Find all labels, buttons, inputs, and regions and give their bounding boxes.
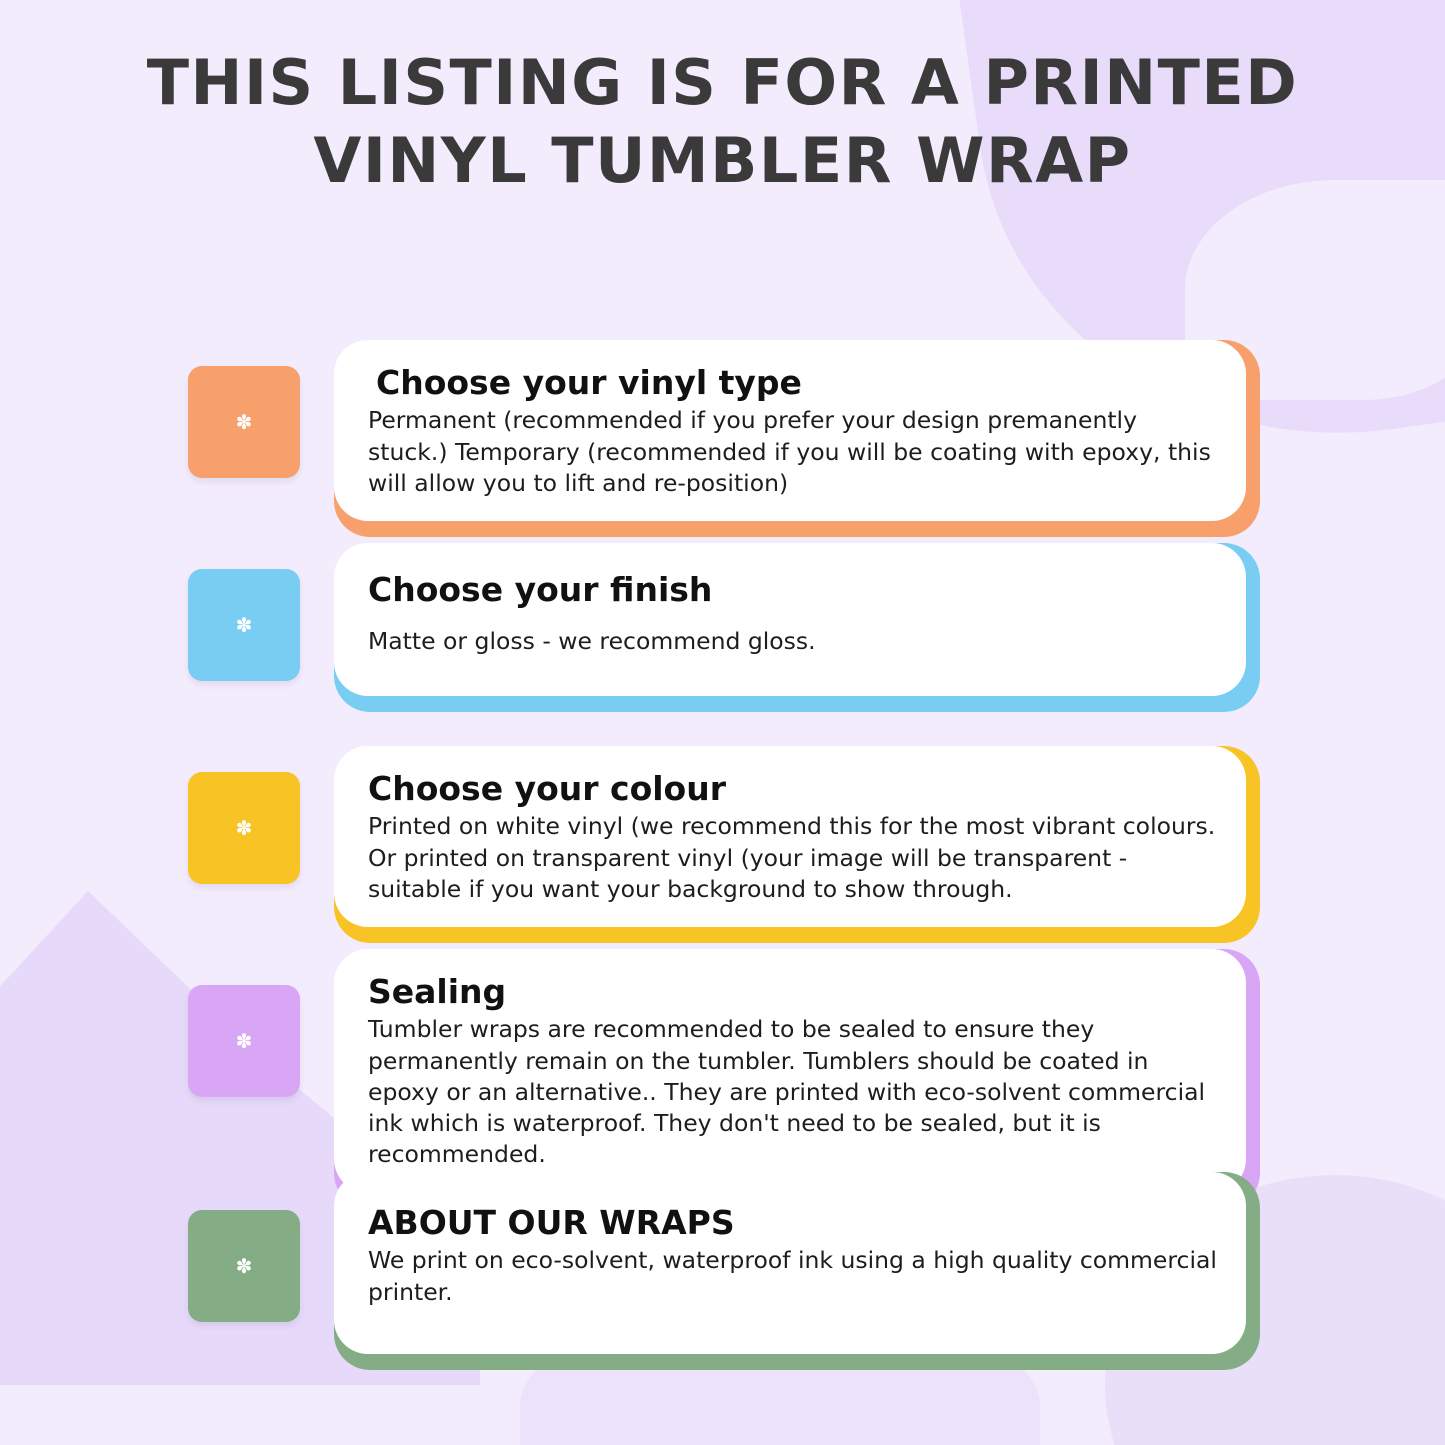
- section-body-sealing: Tumbler wraps are recommended to be sealed to ensure they permanently remain on the tumbler. Tumblers should be coated in epoxy or an alternative.. They are printed with eco-solvent commercial ink which is waterproof. They don't need to be sealed, but it is recommended.: [368, 1015, 1206, 1169]
- section-marker-sealing: [188, 985, 300, 1097]
- section-marker-vinyl-type: [188, 366, 300, 478]
- asterisk-icon: ✽: [235, 613, 253, 637]
- section-card-frame-about-our-wraps: [334, 1172, 1260, 1370]
- section-body-finish: Matte or gloss - we recommend gloss.: [368, 627, 816, 656]
- section-card-frame-colour: [334, 746, 1260, 943]
- section-title-vinyl-type: Choose your vinyl type: [376, 363, 802, 402]
- section-card-sealing: [334, 949, 1246, 1193]
- section-title-colour: Choose your colour: [368, 769, 726, 808]
- section-card-about-our-wraps: [334, 1172, 1246, 1354]
- section-vinyl-type: [0, 340, 1445, 515]
- section-body-vinyl-type: Permanent (recommended if you prefer your design premanently stuck.) Temporary (recommended if you will be coating with epoxy, this will allow you to lift and re-position): [368, 406, 1211, 497]
- asterisk-icon: ✽: [235, 410, 253, 434]
- section-card-frame-vinyl-type: [334, 340, 1260, 537]
- section-marker-about-our-wraps: [188, 1210, 300, 1322]
- section-card-vinyl-type: [334, 340, 1246, 521]
- sections-list: [0, 340, 1445, 1375]
- section-body-colour: Printed on white vinyl (we recommend this for the most vibrant colours. Or printed on transparent vinyl (your image will be transparent - suitable if you want your background to show through.: [368, 812, 1216, 903]
- page-title-line-1: THIS LISTING IS FOR A PRINTED: [146, 46, 1299, 119]
- section-marker-colour: [188, 772, 300, 884]
- section-finish: [0, 543, 1445, 718]
- section-title-finish: Choose your finish: [368, 570, 713, 609]
- section-marker-finish: [188, 569, 300, 681]
- section-title-about-our-wraps: ABOUT OUR WRAPS: [368, 1203, 735, 1242]
- section-colour: [0, 746, 1445, 921]
- section-body-about-our-wraps: We print on eco-solvent, waterproof ink using a high quality commercial printer.: [368, 1246, 1217, 1306]
- page-title: [0, 44, 1445, 199]
- section-sealing: [0, 949, 1445, 1169]
- asterisk-icon: ✽: [235, 816, 253, 840]
- section-title-sealing: Sealing: [368, 972, 507, 1011]
- section-about-our-wraps: [0, 1172, 1445, 1347]
- section-card-frame-sealing: [334, 949, 1260, 1209]
- section-card-finish: [334, 543, 1246, 696]
- section-card-colour: [334, 746, 1246, 927]
- asterisk-icon: ✽: [235, 1254, 253, 1278]
- page-title-line-2: VINYL TUMBLER WRAP: [313, 123, 1132, 197]
- section-card-frame-finish: [334, 543, 1260, 712]
- asterisk-icon: ✽: [235, 1029, 253, 1053]
